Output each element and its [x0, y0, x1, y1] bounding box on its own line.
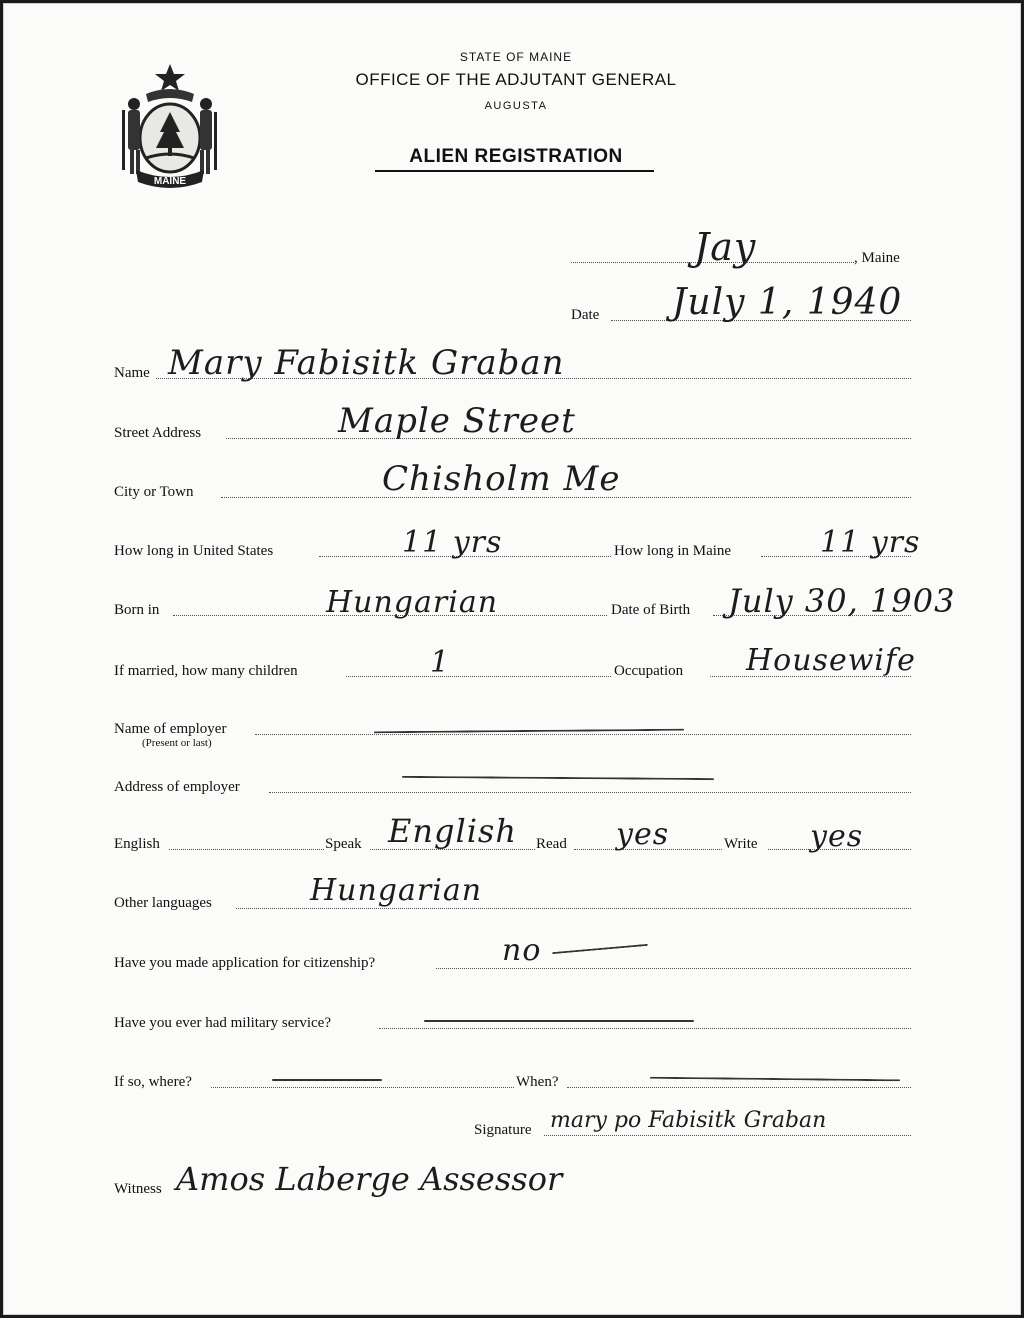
where-label: If so, where?: [114, 1074, 192, 1090]
where-line: [211, 1087, 514, 1088]
office-heading: OFFICE OF THE ADJUTANT GENERAL: [355, 70, 677, 89]
date-entry: July 1, 1940: [672, 282, 903, 323]
citizenship-entry: no: [502, 933, 542, 968]
form-title: ALIEN REGISTRATION: [409, 146, 623, 167]
employer-address-line: [269, 792, 911, 793]
title-underline: [375, 170, 654, 172]
when-label: When?: [516, 1074, 559, 1090]
svg-text:MAINE: MAINE: [153, 176, 187, 187]
when-dash: [650, 1077, 900, 1082]
english-label: English: [114, 836, 160, 852]
city-heading: AUGUSTA: [484, 100, 548, 112]
occupation-label: Occupation: [614, 663, 684, 679]
military-line: [379, 1028, 911, 1029]
other-languages-label: Other languages: [114, 895, 212, 911]
maine-label: , Maine: [854, 250, 900, 266]
employer-address-dash: [402, 776, 714, 780]
born-in-entry: Hungarian: [326, 585, 499, 620]
dob-entry: July 30, 1903: [728, 582, 956, 620]
other-languages-entry: Hungarian: [310, 873, 483, 908]
when-line: [567, 1087, 911, 1088]
speak-label: Speak: [325, 836, 362, 852]
where-dash: [272, 1079, 382, 1081]
citizenship-line: [436, 968, 911, 969]
street-entry: Maple Street: [338, 401, 576, 441]
date-label: Date: [571, 307, 600, 323]
children-label: If married, how many children: [114, 663, 298, 679]
signature-entry: mary po Fabisitk Graban: [550, 1108, 827, 1133]
military-dash: [424, 1020, 694, 1022]
dob-label: Date of Birth: [611, 602, 691, 618]
employer-line: [255, 734, 911, 735]
read-entry: yes: [616, 817, 670, 852]
state-heading: STATE OF MAINE: [459, 50, 573, 64]
employer-sublabel: (Present or last): [142, 737, 212, 749]
citizenship-label: Have you made application for citizenship?: [114, 955, 376, 971]
years-maine-entry: 11 yrs: [820, 525, 921, 560]
city-entry: Chisholm Me: [382, 459, 621, 499]
witness-label: Witness: [114, 1181, 162, 1197]
registration-form: [3, 3, 1021, 1315]
children-line: [346, 676, 611, 677]
occupation-entry: Housewife: [746, 643, 916, 678]
employer-address-label: Address of employer: [114, 779, 240, 795]
military-label: Have you ever had military service?: [114, 1015, 331, 1031]
long-us-label: How long in United States: [114, 543, 274, 559]
children-entry: 1: [430, 645, 451, 680]
years-us-entry: 11 yrs: [402, 525, 503, 560]
write-entry: yes: [810, 819, 864, 854]
born-in-label: Born in: [114, 602, 160, 618]
other-languages-line: [236, 908, 911, 909]
write-label: Write: [724, 836, 758, 852]
speak-entry: English: [388, 812, 517, 850]
witness-entry: Amos Laberge Assessor: [176, 1160, 563, 1198]
city-town-label: City or Town: [114, 484, 194, 500]
street-label: Street Address: [114, 425, 202, 441]
employer-label: Name of employer: [114, 721, 227, 737]
employer-dash: [374, 729, 684, 734]
long-maine-label: How long in Maine: [614, 543, 732, 559]
citizenship-flourish: [552, 944, 648, 954]
english-line: [169, 849, 324, 850]
name-entry: Mary Fabisitk Graban: [168, 343, 565, 383]
name-label: Name: [114, 365, 150, 381]
signature-label: Signature: [474, 1122, 532, 1138]
read-label: Read: [536, 836, 567, 852]
town-entry: Jay: [694, 225, 757, 269]
